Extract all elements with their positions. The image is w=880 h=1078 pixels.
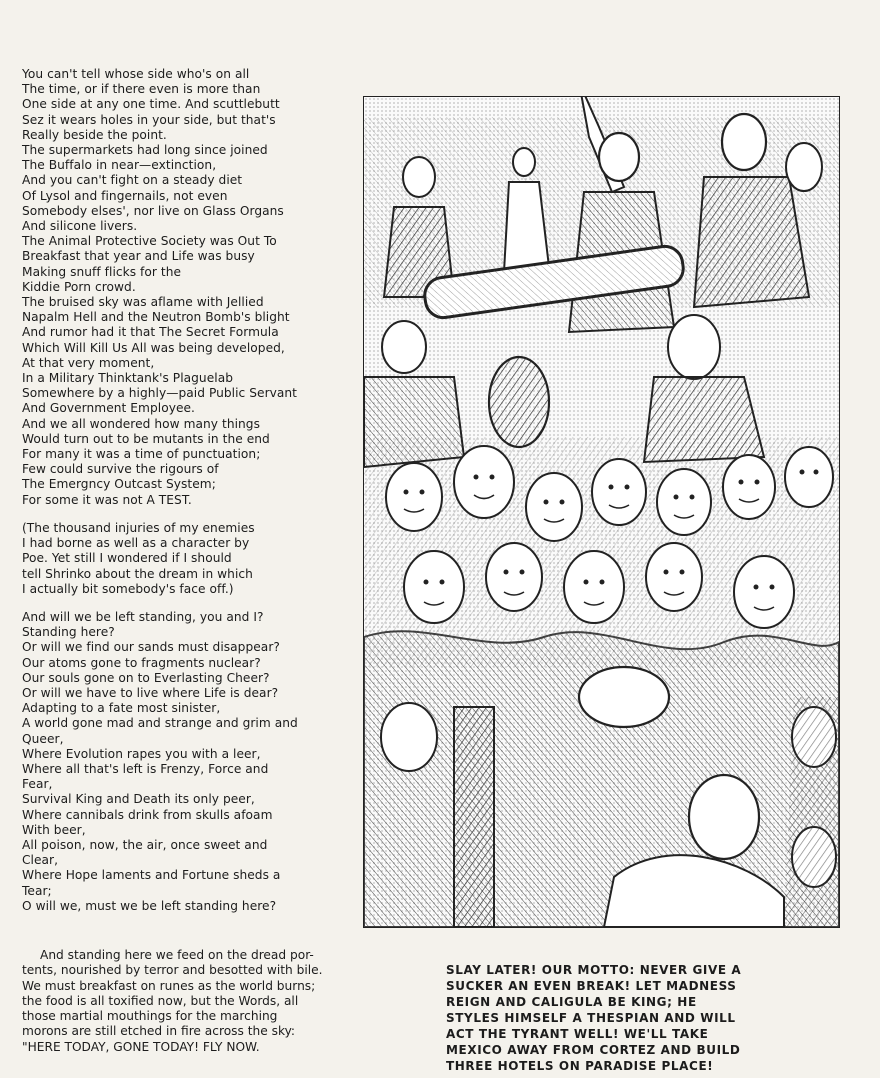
poem-line: The supermarkets had long since joined [22, 143, 268, 158]
poem-line: Napalm Hell and the Neutron Bomb's blight [22, 310, 290, 325]
poem-line: Tear; [22, 883, 52, 898]
poem-line: Kiddie Porn crowd. [22, 279, 136, 294]
caption-line: THREE HOTELS ON PARADISE PLACE! [446, 1059, 714, 1073]
collage-illustration [363, 96, 840, 928]
caption-line: SUCKER AN EVEN BREAK! LET MADNESS [446, 979, 737, 993]
poem-line: A world gone mad and strange and grim and [22, 716, 298, 731]
poem-line: The Animal Protective Society was Out To [22, 234, 277, 249]
caption-line: REIGN AND CALIGULA BE KING; HE [446, 995, 697, 1009]
prose-line: morons are still etched in fire across the sky: [22, 1024, 296, 1039]
poem-line: (The thousand injuries of my enemies [22, 520, 255, 535]
poem-stanza-1 [22, 67, 367, 508]
poem-line: Clear, [22, 853, 59, 868]
poem-line: Our souls gone on to Everlasting Cheer? [22, 670, 270, 685]
poem-line: At that very moment, [22, 355, 155, 370]
poem-line: Somebody elses', nor live on Glass Organs [22, 203, 284, 218]
poem-line: Somewhere by a highly—paid Public Servant [22, 386, 298, 401]
poem-line: Where all that's left is Frenzy, Force and [22, 761, 269, 776]
poem-line: One side at any one time. And scuttlebutt [22, 97, 280, 112]
poem-line: The Buffalo in near—extinction, [22, 158, 217, 173]
poem-line: Adapting to a fate most sinister, [22, 701, 221, 716]
poem-line: The Emergncy Outcast System; [22, 477, 216, 492]
poem-line: Fear, [22, 777, 53, 792]
poem-line: tell Shrinko about the dream in which [22, 566, 253, 581]
poem-line: I had borne as well as a character by [22, 536, 250, 551]
poem-line: And we all wondered how many things [22, 416, 260, 431]
poem-line: Queer, [22, 731, 64, 746]
poem-line: In a Military Thinktank's Plaguelab [22, 371, 233, 386]
caption-text [446, 962, 791, 1074]
poem-line: You can't tell whose side who's on all [22, 67, 250, 81]
poem-column [22, 67, 367, 927]
poem-line: Of Lysol and fingernails, not even [22, 188, 228, 203]
caption-line: STYLES HIMSELF A THESPIAN AND WILL [446, 1011, 736, 1025]
poem-line: And will we be left standing, you and I? [22, 609, 264, 624]
poem-line: Where Hope laments and Fortune sheds a [22, 868, 281, 883]
poem-line: All poison, now, the air, once sweet and [22, 837, 268, 852]
prose-line: We must breakfast on runes as the world burns; [22, 978, 316, 993]
poem-line: O will we, must we be left standing here? [22, 898, 277, 913]
poem-line: The time, or if there even is more than [22, 82, 261, 97]
caption-line: ACT THE TYRANT WELL! WE'LL TAKE [446, 1027, 709, 1041]
prose-line: And standing here we feed on the dread por- [40, 948, 314, 962]
poem-line: Really beside the point. [22, 127, 167, 142]
poem-line: Survival King and Death its only peer, [22, 792, 255, 807]
poem-line: And silicone livers. [22, 219, 138, 234]
prose-paragraph [22, 948, 367, 1055]
caption-line: SLAY LATER! OUR MOTTO: NEVER GIVE A [446, 963, 742, 977]
poem-line: And you can't fight on a steady diet [22, 173, 243, 188]
poem-line: Sez it wears holes in your side, but that's [22, 112, 276, 127]
poem-line: I actually bit somebody's face off.) [22, 581, 234, 596]
poem-line: And rumor had it that The Secret Formula [22, 325, 279, 340]
poem-line: Where cannibals drink from skulls afoam [22, 807, 273, 822]
poem-line: Where Evolution rapes you with a leer, [22, 746, 261, 761]
poem-line: With beer, [22, 822, 86, 837]
prose-line: those martial mouthings for the marching [22, 1009, 278, 1024]
poem-line: The bruised sky was aflame with Jellied [22, 295, 264, 310]
poem-line: For many it was a time of punctuation; [22, 447, 261, 462]
prose-line: the food is all toxified now, but the Words, all [22, 993, 299, 1008]
poem-line: Which Will Kill Us All was being developed, [22, 340, 285, 355]
poem-line: For some it was not A TEST. [22, 492, 192, 507]
poem-line: Our atoms gone to fragments nuclear? [22, 655, 261, 670]
poem-line: And Government Employee. [22, 401, 195, 416]
prose-line: tents, nourished by terror and besotted with bile. [22, 963, 323, 978]
crowd-drawing [364, 97, 839, 927]
poem-line: Poe. Yet still I wondered if I should [22, 551, 232, 566]
prose-line: "HERE TODAY, GONE TODAY! FLY NOW. [22, 1039, 260, 1054]
poem-line: Making snuff flicks for the [22, 264, 182, 279]
poem-line: Breakfast that year and Life was busy [22, 249, 255, 264]
caption-line: MEXICO AWAY FROM CORTEZ AND BUILD [446, 1043, 741, 1057]
poem-line: Would turn out to be mutants in the end [22, 431, 270, 446]
poem-line: Or will we find our sands must disappear? [22, 640, 280, 655]
poem-line: Or will we have to live where Life is dear? [22, 685, 279, 700]
poem-line: Few could survive the rigours of [22, 462, 219, 477]
poem-stanza-3 [22, 610, 367, 914]
poem-line: Standing here? [22, 625, 115, 640]
poem-stanza-2 [22, 521, 367, 597]
